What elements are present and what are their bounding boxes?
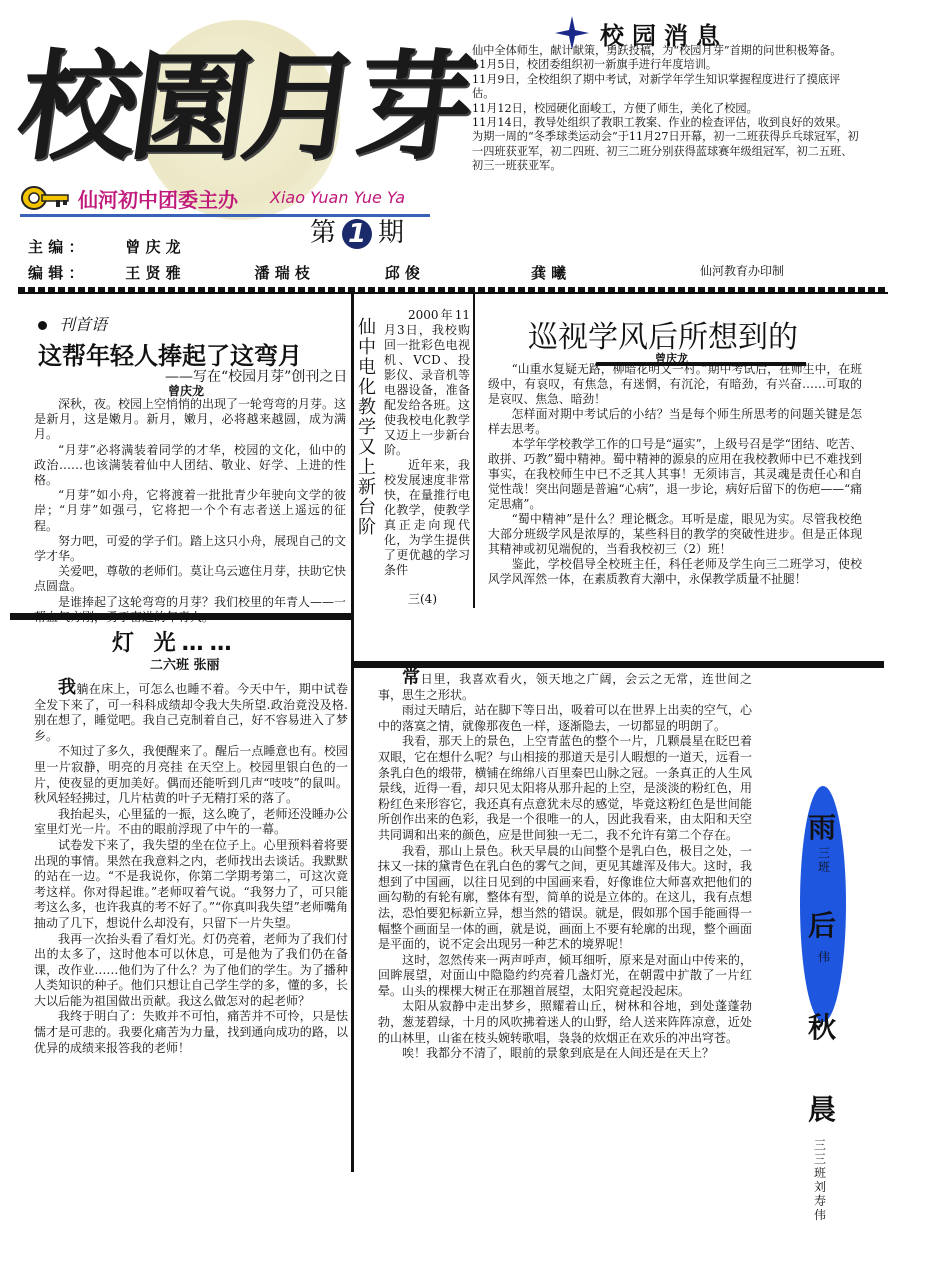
key-logo-icon (20, 184, 72, 212)
paragraph: 关爱吧，尊敬的老师们。莫让乌云遮住月芽，扶助它快点圆盘。 (34, 564, 347, 594)
paragraph: 近年来，我校发展速度非常快，在量推行电化教学，使教学真正走向现代化，为学生提供了更优越的学习条件 (384, 458, 470, 577)
paragraph: 我再一次抬头看了看灯光。灯仍亮着，老师为了我们付出的太多了，这时他本可以休息，可是他为了我们仍在备课，改作业……他们为了什么？为了他们的学生。为了播种人类知识的种子。他们只想让自己学生学的多，懂的多，长大以后能为祖国做出贡献。我这么做怎对的起老师？ (34, 931, 348, 1008)
pinyin-title: Xiao Yuan Yue Ya (270, 188, 406, 207)
paragraph: 深秋，夜。校园上空悄悄的出现了一轮弯弯的月芽。这是新月，这是嫩月。新月，嫩月，必将越来越圆，成为满月。 (34, 397, 347, 442)
paragraph: 我看，那山上景色。秋天早晨的山间整个是乳白色，极目之处，一抹又一抹的黛青色在乳白色的雾气之间，更见其雄浑及伟大。这时，我想到了中国画，以往日见到的中国画来看，好像谁位大师喜欢把他们的画勾勒的有轮有廓，整体有型，简单的说是立体的。在这儿，我有点想法，恐怕要犯标新立异，想当然的错误。就是，假如那个国手能画得一幅整个画面呈一体的画，就是说，画面上不要有轮廓的出现，整个画面是平面的，说不定会出现另一种艺术的境界呢！ (378, 843, 752, 952)
paragraph: 雨过天晴后，站在脚下等日出，吸着可以在世界上出卖的空气，心中的落寞之情，就像那夜色一样，逐渐隐去，一切都显的明朗了。 (378, 703, 752, 733)
news-item: 11月14日，教导处组织了教职工教案、作业的检查评估，收到良好的效果。 (472, 116, 848, 130)
paragraph: 努力吧，可爱的学子们。踏上这只小舟，展现自己的文学才华。 (34, 533, 347, 564)
autumn-morning-body (378, 667, 752, 1062)
paragraph: 鉴此，学校倡导全校班主任，科任老师及学生向三二班学习，使校风学风浑然一体，在素质教育大潮中，永保教学质量不扯腿！ (488, 557, 862, 586)
paragraph: “山重水复疑无路，柳暗花明又一村。”期中考试后，在师生中，在班级中，有哀叹，有焦急，有迷惘，有沉沦，有暗劲，有兴奋……可取的是哀叹、焦急、暗劲！ (488, 362, 862, 406)
paragraph: 唉！我都分不清了，眼前的景象到底是在人间还是在天上？ (402, 1046, 715, 1061)
paragraph: 试卷发下来了，我失望的坐在位子上。心里预料着将要出现的事情。果然在我意料之内，老师找出去谈话。我默默的站在一边。“不是我说你，你第二学期考第二，可这次竟考这样。你对得起谁。”老师叹着气说。“我努力了，可只能考这么多，也许我真的考不好了。”“你真叫我失望”老师嘴角抽动了几下，想说什么却没有，只留下一片失望。 (34, 837, 348, 930)
news-item: 仙中全体师生，献计献策，勇跃投稿，为“校园月芽”首期的问世积极筹备。 (472, 44, 842, 57)
foreword-title: 这帮年轻人捧起了这弯月 (38, 342, 302, 370)
class-label: 伟 (818, 950, 831, 964)
column-rule (351, 618, 354, 1172)
editor-name: 潘 瑞 枝 (254, 264, 310, 282)
issue-number-circle: 1 (342, 219, 372, 249)
autumn-title-char: 秋 (808, 1011, 837, 1044)
foreword-author: 曾庆龙 (168, 384, 205, 398)
paragraph: 这时，忽然传来一两声呼声，倾耳细听，原来是对面山中传来的，回眸展望，对面山中隐隐约约亮着几盏灯光，在朝霞中扩散了一片红晕。山头的棵棵大树正在那翘首展望，太阳究竟起没起床。 (378, 952, 752, 998)
foreword-subtitle: ——写在“校园月芽”创刊之日 (165, 369, 348, 385)
autumn-title-char: 后 (808, 909, 837, 942)
issue-prefix: 第 (310, 218, 337, 248)
news-item: 11月5日，校团委组织初一新旗手进行年度培训。 (472, 58, 718, 72)
lamp-body (34, 677, 348, 1056)
editor-name: 邱 俊 (384, 264, 420, 282)
paragraph: “蜀中精神”是什么？理论概念。耳听是虚，眼见为实。尽管我校绝大部分班级学风是浓厚的，某些科目的教学的突破性进步。但是正体现其精神或初见端倪的，当看我校初三（2）班！ (488, 512, 862, 556)
class-label: 三班 (818, 846, 831, 874)
news-title: 校园消息 (600, 22, 728, 50)
autumn-title-char: 雨 (808, 811, 837, 844)
lamp-author: 二六班 张丽 (150, 658, 220, 673)
bullet-dot-icon (38, 321, 47, 330)
paragraph: “月芽”必将满装着同学的才华，校园的文化，仙中的政治……也该满装着仙中人团结、敬业、好学、上进的性格。 (34, 442, 346, 488)
inspection-title: 巡视学风后所想到的 (528, 320, 798, 355)
lamp-title: 灯 光…… (112, 631, 238, 656)
paragraph: 是谁捧起了这轮弯弯的月芽？我们校里的年青人——一帮血气方刚，勇于奋进的年青人。 (34, 594, 347, 624)
electronic-teaching-title: 仙中电化教学又上新台阶 (358, 317, 376, 538)
paragraph: “月芽”如小舟，它将渡着一批批青少年驶向文学的彼岸；“月芽”如强弓，它将把一个个有志者送上遥远的征程。 (34, 488, 346, 533)
chief-editor-label: 主 编 ： (28, 238, 84, 256)
news-item: 11月9日，全校组织了期中考试，对新学年学生知识掌握程度进行了摸底评估。 (472, 72, 841, 101)
paragraph: 我躺在床上，可怎么也睡不着。今天中午，期中试卷全发下来了，可一科科成绩却令我大失所望.政治竟没及格.别在想了，睡觉吧。我自己克制着自己，好不容易进入了梦乡。 (34, 677, 348, 743)
editorial-credits (28, 234, 566, 286)
inspection-body (488, 362, 862, 587)
paragraph: 常日里，我喜欢看火，领天地之广阔，会云之无常，连世间之事，思生之形状。 (378, 667, 752, 702)
editors-label: 编 辑 ： (28, 264, 84, 282)
printer-credit: 仙河教育办印制 (700, 264, 785, 278)
paragraph: 我抬起头，心里猛的一振，这么晚了，老师还没睡办公室里灯光一片。不由的眼前浮现了中午的一幕。 (34, 806, 348, 837)
autumn-title-char: 晨 (808, 1093, 837, 1126)
organizer-bar (20, 184, 430, 214)
paragraph: 2000年11月3日，我校购回一批彩色电视机、VCD、投影仪、录音机等电器设备，准备配发给各班。这使我校电化教学又迈上一步新台阶。 (384, 308, 470, 457)
paragraph: 我看，那天上的景色，上空青蓝色的整个一片，几颗晨星在眨巴着双眼，它在想什么呢？与山相接的那道天是引人暇想的一道天，远看一条乳白色的缎带，横铺在绵绵八百里秦巴山脉之冠。一条真正的人生风景线，近得一看，却只见太阳将从那升起的上空，是淡淡的粉红色，用粉红色来形容它，我还真有点意犹未尽的感觉，毕竟这粉红色是世间能所创作出来的色彩，我是一个很唯一的人，因此我看来，由太阳和天空共同调和出来的颜色，应是世间独一无二，我不允许有第二个存在。 (378, 734, 752, 842)
column-rule (351, 292, 354, 618)
column-rule (473, 292, 475, 608)
foreword-body (34, 397, 346, 625)
issue-suffix: 期 (378, 218, 405, 248)
paragraph: 我终于明白了：失败并不可怕，痛苦并不可怜，只是怯懦才是可悲的。我要化痛苦为力量，找到通向成功的路，以优异的成绩来报答我的老师！ (34, 1009, 348, 1055)
signature: 三(4) (408, 592, 437, 606)
news-list (472, 44, 860, 174)
paragraph: 不知过了多久，我便醒来了。醒后一点睡意也有。校园里一片寂静，明亮的月亮挂 在天空上。校园里银白色的一片，使夜显的更加美好。偶而还能听到几声“吱吱”的鼠叫。秋风轻轻拂过，几片枯黄的叶子无精打采的落了。 (34, 744, 348, 806)
chief-editor: 曾 庆 龙 (125, 238, 181, 256)
masthead-calligraphy: 校園月芽 (10, 37, 478, 176)
news-item: 11月12日，校园硬化面峻工，方便了师生，美化了校园。 (472, 101, 758, 115)
section-rule (354, 661, 884, 668)
editor-name: 王 贤 雅 (125, 264, 181, 282)
editor-name: 龚 曦 (530, 264, 567, 282)
electronic-teaching-body (384, 308, 470, 607)
organizer-name: 仙河初中团委主办 (78, 188, 238, 212)
paragraph: 怎样面对期中考试后的小结？当是每个师生所思考的问题关键是怎样去思考。 (488, 407, 862, 436)
paragraph: 太阳从寂静中走出梦乡，照耀着山丘，树林和谷地，到处蓬蓬勃勃，葱茏碧绿，十月的风吹拂着迷人的山野，给人送来阵阵凉意，近处的山林里，山雀在枝头婉转歌唱，袅袅的炊烟正在欢乐的冲出穹苍。 (378, 999, 752, 1045)
autumn-author: 三三班刘寿伟 (814, 1138, 827, 1222)
foreword-label: 刊首语 (38, 312, 107, 335)
inspection-author: 曾庆龙 (655, 352, 688, 365)
paragraph: 本学年学校教学工作的口号是“逼实”，上级号召是学“团结、吃苦、敢拼、巧教”蜀中精神。蜀中精神的源泉的应用在我校教师中已不难找到事实，在我校师生中已不乏其人其事！无须讳言，其灵魂是责任心和自觉性哉！突出问题是普遍“心病”，退一步论，病好后留下的伤疤——“痛定思痛”。 (488, 437, 862, 511)
header-divider-line (18, 292, 888, 294)
news-item: 为期一周的“冬季球类运动会”于11月27日开幕，初一二班获得乒乓球冠军，初一四班获亚军，初二四班、初三二班分别获得蓝球赛年级组冠军，初二五班、初三一班获亚军。 (472, 130, 859, 173)
